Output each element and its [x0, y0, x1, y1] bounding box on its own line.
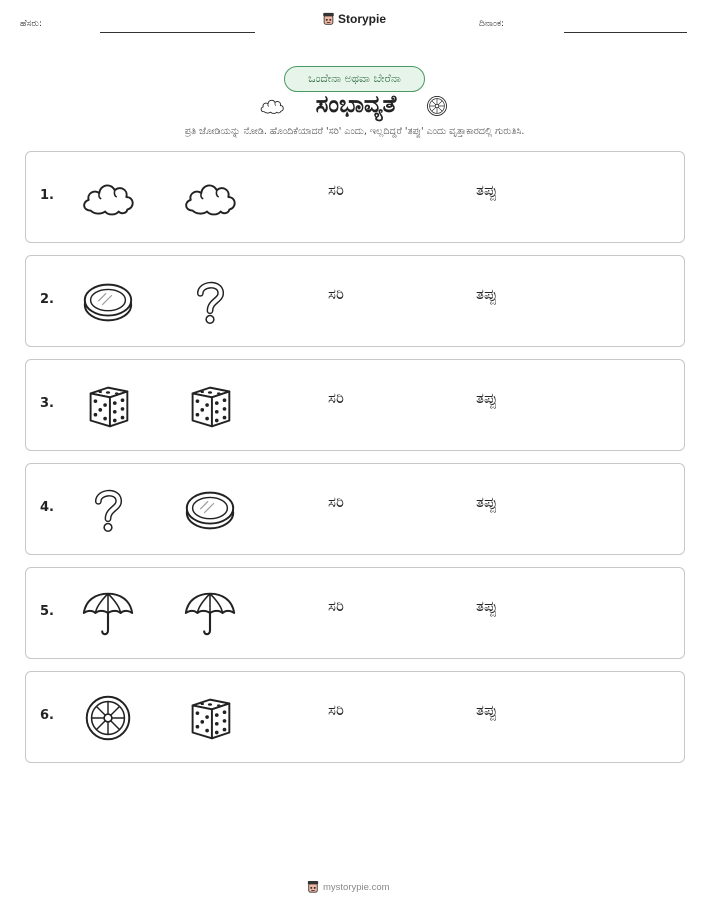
option-true[interactable]: ಸರಿ — [328, 597, 344, 615]
question-number: 3. — [40, 396, 54, 411]
dice-icon — [79, 378, 137, 434]
question-row — [25, 151, 685, 243]
logo-text: Storypie — [338, 12, 387, 26]
storypie-logo — [322, 12, 386, 26]
question-mark-icon — [181, 274, 239, 330]
dice-icon — [181, 378, 239, 434]
question-number: 2. — [40, 292, 54, 307]
umbrella-icon — [181, 586, 239, 642]
cloud-icon — [79, 170, 137, 226]
dice-icon — [181, 690, 239, 746]
question-row — [25, 463, 685, 555]
storypie-mascot-icon — [307, 880, 319, 894]
question-row — [25, 255, 685, 347]
coin-icon — [79, 274, 137, 330]
spinner-wheel-icon — [79, 690, 137, 746]
name-label: ಹೆಸರು: — [20, 19, 43, 29]
spinner-wheel-icon — [424, 93, 450, 119]
question-mark-icon — [79, 482, 137, 538]
question-number: 1. — [40, 188, 54, 203]
option-false[interactable]: ತಪ್ಪು — [476, 181, 498, 199]
cloud-icon — [256, 95, 288, 117]
question-row — [25, 567, 685, 659]
question-row — [25, 671, 685, 763]
date-label: ದಿನಾಂಕ: — [479, 19, 505, 29]
question-number: 4. — [40, 500, 54, 515]
umbrella-icon — [79, 586, 137, 642]
page-title: ಸಂಭಾವ್ಯತೆ — [315, 90, 397, 118]
worksheet-type-badge: ಒಂದೇನಾ ಅಥವಾ ಬೇರೆನಾ — [284, 66, 425, 92]
question-number: 5. — [40, 604, 54, 619]
option-false[interactable]: ತಪ್ಪು — [476, 493, 498, 511]
cloud-icon — [181, 170, 239, 226]
coin-icon — [181, 482, 239, 538]
page-header — [0, 0, 709, 40]
date-field[interactable] — [564, 32, 687, 33]
question-number: 6. — [40, 708, 54, 723]
option-true[interactable]: ಸರಿ — [328, 701, 344, 719]
instructions: ಪ್ರತಿ ಜೋಡಿಯನ್ನು ನೋಡಿ. ಹೊಂದಿಕೆಯಾದರೆ 'ಸರಿ' ಎಂದು, ಇಲ್ಲದಿದ್ದರೆ 'ತಪ್ಪು' ಎಂದು ವೃತ್ತಾಕಾರದಲ್ಲಿ ಗುರುತಿಸಿ. — [184, 126, 525, 137]
option-true[interactable]: ಸರಿ — [328, 285, 344, 303]
option-false[interactable]: ತಪ್ಪು — [476, 389, 498, 407]
storypie-mascot-icon — [322, 12, 335, 26]
question-row — [25, 359, 685, 451]
option-true[interactable]: ಸರಿ — [328, 493, 344, 511]
option-false[interactable]: ತಪ್ಪು — [476, 597, 498, 615]
footer-url[interactable]: mystorypie.com — [323, 881, 390, 893]
page-footer — [307, 880, 390, 894]
option-true[interactable]: ಸರಿ — [328, 389, 344, 407]
option-false[interactable]: ತಪ್ಪು — [476, 701, 498, 719]
title-row — [0, 90, 709, 124]
option-true[interactable]: ಸರಿ — [328, 181, 344, 199]
option-false[interactable]: ತಪ್ಪು — [476, 285, 498, 303]
name-field[interactable] — [100, 32, 255, 33]
